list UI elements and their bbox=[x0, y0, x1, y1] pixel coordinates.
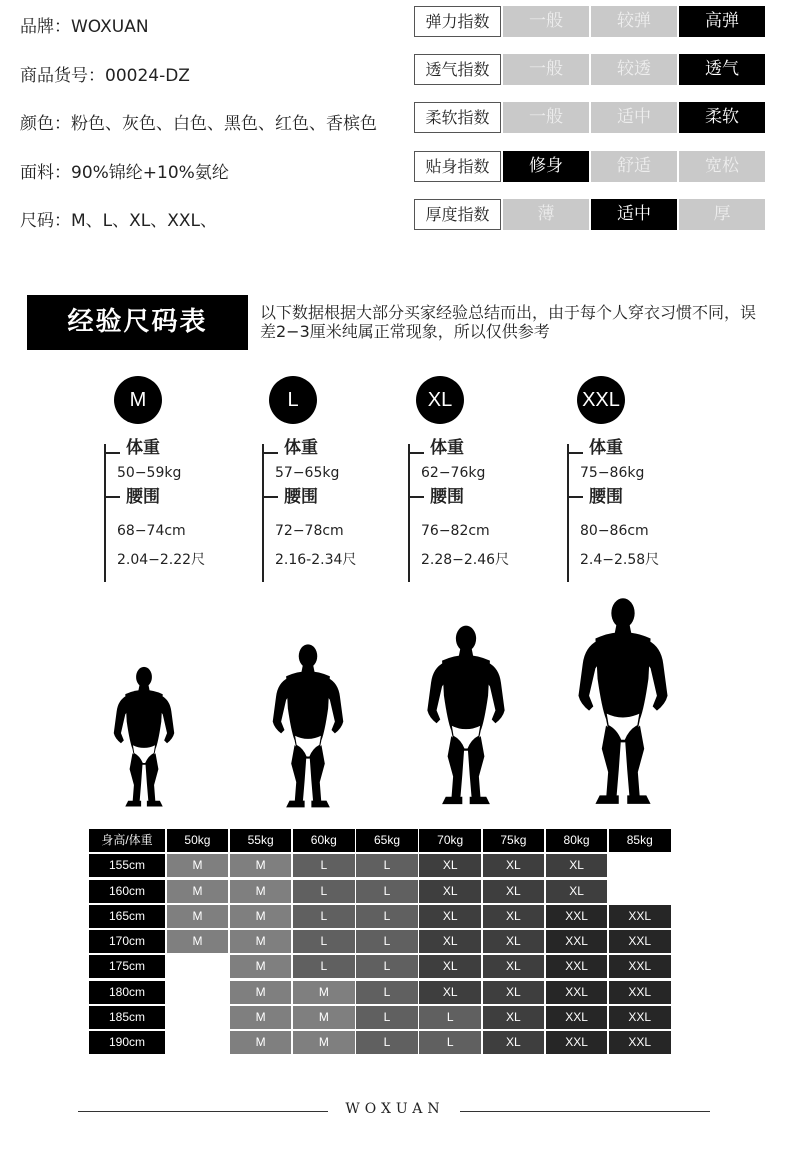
bracket-tick bbox=[567, 496, 583, 498]
table-cell: L bbox=[419, 1006, 481, 1029]
index-option: 修身 bbox=[503, 151, 589, 182]
size-badge: L bbox=[269, 376, 317, 424]
table-cell: XXL bbox=[546, 930, 608, 953]
table-cell: M bbox=[230, 955, 292, 978]
table-cell: L bbox=[419, 1031, 481, 1054]
index-label: 透气指数 bbox=[414, 54, 501, 85]
table-row-height: 155cm bbox=[89, 854, 165, 877]
table-cell: XL bbox=[483, 880, 545, 903]
table-cell: L bbox=[293, 955, 355, 978]
size-badge: XXL bbox=[577, 376, 625, 424]
table-cell: L bbox=[293, 905, 355, 928]
table-cell-empty bbox=[167, 1006, 229, 1029]
index-label: 弹力指数 bbox=[414, 6, 501, 37]
table-column-header: 70kg bbox=[419, 829, 481, 852]
index-option: 一般 bbox=[503, 6, 589, 37]
table-cell: L bbox=[356, 1006, 418, 1029]
table-column-header: 50kg bbox=[167, 829, 229, 852]
table-row bbox=[89, 880, 672, 905]
waist-heading: 腰围 bbox=[284, 487, 318, 507]
table-cell: XXL bbox=[546, 981, 608, 1004]
size-badge: XL bbox=[416, 376, 464, 424]
size-block-xxl bbox=[567, 376, 717, 586]
bracket-line bbox=[567, 444, 569, 582]
table-row-height: 180cm bbox=[89, 981, 165, 1004]
index-row bbox=[414, 102, 765, 133]
table-column-header: 75kg bbox=[483, 829, 545, 852]
index-option: 透气 bbox=[679, 54, 765, 85]
table-corner-label: 身高/体重 bbox=[89, 829, 165, 852]
waist-chi-value: 2.04−2.22尺 bbox=[117, 552, 206, 568]
table-cell: M bbox=[293, 1006, 355, 1029]
colors-line: 颜色：粉色、灰色、白色、黑色、红色、香槟色 bbox=[20, 114, 377, 134]
table-row bbox=[89, 981, 672, 1006]
brand-line: 品牌：WOXUAN bbox=[20, 17, 149, 37]
table-cell: M bbox=[230, 854, 292, 877]
item-number-line: 商品货号：00024-DZ bbox=[20, 65, 190, 86]
table-row-height: 160cm bbox=[89, 880, 165, 903]
bracket-tick bbox=[408, 452, 424, 454]
table-cell: M bbox=[230, 1031, 292, 1054]
index-option: 高弹 bbox=[679, 6, 765, 37]
index-option: 柔软 bbox=[679, 102, 765, 133]
index-option: 适中 bbox=[591, 199, 677, 230]
table-cell: M bbox=[230, 930, 292, 953]
fabric-line: 面料：90%锦纶+10%氨纶 bbox=[20, 162, 229, 183]
figure-l-silhouette bbox=[266, 640, 350, 810]
weight-value: 50−59kg bbox=[117, 465, 182, 481]
waist-cm-value: 68−74cm bbox=[117, 523, 186, 539]
table-row bbox=[89, 930, 672, 955]
table-cell-empty bbox=[167, 955, 229, 978]
weight-value: 57−65kg bbox=[275, 465, 340, 481]
table-cell: XL bbox=[419, 981, 481, 1004]
sizes-line: 尺码：M、L、XL、XXL、 bbox=[20, 211, 218, 231]
table-row bbox=[89, 1006, 672, 1031]
bracket-line bbox=[408, 444, 410, 582]
table-row-height: 175cm bbox=[89, 955, 165, 978]
index-label: 柔软指数 bbox=[414, 102, 501, 133]
index-row bbox=[414, 199, 765, 230]
table-cell: XXL bbox=[609, 955, 671, 978]
table-cell: L bbox=[356, 955, 418, 978]
index-option: 较透 bbox=[591, 54, 677, 85]
table-cell: M bbox=[293, 981, 355, 1004]
bracket-line bbox=[262, 444, 264, 582]
table-cell: XL bbox=[483, 955, 545, 978]
waist-heading: 腰围 bbox=[430, 487, 464, 507]
footer-brand: WOXUAN bbox=[345, 1101, 445, 1117]
table-cell: XL bbox=[546, 854, 608, 877]
size-block-xl bbox=[408, 376, 558, 586]
table-cell: M bbox=[167, 905, 229, 928]
product-info bbox=[20, 10, 377, 253]
weight-heading: 体重 bbox=[430, 438, 464, 458]
bracket-tick bbox=[408, 496, 424, 498]
table-row-height: 165cm bbox=[89, 905, 165, 928]
table-cell: XL bbox=[419, 854, 481, 877]
index-label: 贴身指数 bbox=[414, 151, 501, 182]
index-option: 较弹 bbox=[591, 6, 677, 37]
bracket-tick bbox=[262, 452, 278, 454]
table-cell: M bbox=[230, 905, 292, 928]
size-block-m bbox=[104, 376, 254, 586]
table-cell: L bbox=[293, 880, 355, 903]
index-grid bbox=[414, 6, 765, 247]
table-cell-empty bbox=[609, 854, 671, 877]
index-option: 厚 bbox=[679, 199, 765, 230]
waist-heading: 腰围 bbox=[589, 487, 623, 507]
table-cell: XXL bbox=[609, 930, 671, 953]
table-column-header: 85kg bbox=[609, 829, 671, 852]
bracket-tick bbox=[104, 452, 120, 454]
table-cell: XL bbox=[483, 905, 545, 928]
figure-m-silhouette bbox=[108, 662, 180, 810]
index-option: 薄 bbox=[503, 199, 589, 230]
waist-cm-value: 76−82cm bbox=[421, 523, 490, 539]
table-cell: L bbox=[356, 880, 418, 903]
table-cell: XXL bbox=[609, 1031, 671, 1054]
table-column-header: 65kg bbox=[356, 829, 418, 852]
table-cell: M bbox=[293, 1031, 355, 1054]
table-cell: XL bbox=[483, 981, 545, 1004]
table-cell: XL bbox=[483, 1031, 545, 1054]
waist-cm-value: 80−86cm bbox=[580, 523, 649, 539]
footer-line-left bbox=[78, 1111, 328, 1112]
table-column-header: 80kg bbox=[546, 829, 608, 852]
table-cell: XL bbox=[419, 930, 481, 953]
table-cell: L bbox=[356, 905, 418, 928]
weight-heading: 体重 bbox=[126, 438, 160, 458]
table-cell-empty bbox=[609, 880, 671, 903]
table-cell: XXL bbox=[609, 1006, 671, 1029]
index-option: 适中 bbox=[591, 102, 677, 133]
table-cell: L bbox=[293, 854, 355, 877]
table-cell: XL bbox=[483, 1006, 545, 1029]
size-badge: M bbox=[114, 376, 162, 424]
table-cell: L bbox=[356, 981, 418, 1004]
table-cell: XXL bbox=[546, 905, 608, 928]
table-cell: XL bbox=[546, 880, 608, 903]
table-cell: XXL bbox=[546, 1031, 608, 1054]
bracket-tick bbox=[567, 452, 583, 454]
table-column-header: 60kg bbox=[293, 829, 355, 852]
table-column-header: 55kg bbox=[230, 829, 292, 852]
index-option: 宽松 bbox=[679, 151, 765, 182]
weight-heading: 体重 bbox=[589, 438, 623, 458]
figure-xl-silhouette bbox=[420, 618, 512, 810]
figure-xxl-silhouette bbox=[570, 590, 676, 810]
waist-chi-value: 2.28−2.46尺 bbox=[421, 552, 510, 568]
table-cell-empty bbox=[167, 981, 229, 1004]
table-cell: XXL bbox=[546, 1006, 608, 1029]
index-row bbox=[414, 151, 765, 182]
table-cell: XL bbox=[419, 905, 481, 928]
table-cell: XXL bbox=[609, 905, 671, 928]
index-row bbox=[414, 6, 765, 37]
table-row bbox=[89, 1031, 672, 1056]
table-cell: XL bbox=[419, 880, 481, 903]
table-row-height: 170cm bbox=[89, 930, 165, 953]
waist-chi-value: 2.4−2.58尺 bbox=[580, 552, 660, 568]
table-cell: L bbox=[356, 1031, 418, 1054]
weight-value: 75−86kg bbox=[580, 465, 645, 481]
table-cell: XXL bbox=[546, 955, 608, 978]
bracket-line bbox=[104, 444, 106, 582]
table-cell: L bbox=[293, 930, 355, 953]
table-row bbox=[89, 854, 672, 879]
table-cell-empty bbox=[167, 1031, 229, 1054]
table-cell: L bbox=[356, 930, 418, 953]
index-label: 厚度指数 bbox=[414, 199, 501, 230]
table-cell: XL bbox=[483, 854, 545, 877]
size-table bbox=[89, 829, 672, 1057]
table-cell: M bbox=[167, 880, 229, 903]
table-header-row bbox=[89, 829, 672, 854]
table-cell: M bbox=[230, 1006, 292, 1029]
size-chart-title: 经验尺码表 bbox=[27, 295, 248, 350]
table-cell: XL bbox=[419, 955, 481, 978]
index-row bbox=[414, 54, 765, 85]
weight-heading: 体重 bbox=[284, 438, 318, 458]
table-cell: M bbox=[167, 854, 229, 877]
table-row bbox=[89, 955, 672, 980]
table-cell: XXL bbox=[609, 981, 671, 1004]
table-cell: M bbox=[230, 880, 292, 903]
waist-chi-value: 2.16-2.34尺 bbox=[275, 552, 357, 568]
index-option: 舒适 bbox=[591, 151, 677, 182]
table-row-height: 185cm bbox=[89, 1006, 165, 1029]
bracket-tick bbox=[104, 496, 120, 498]
table-row bbox=[89, 905, 672, 930]
size-block-l bbox=[262, 376, 412, 586]
index-option: 一般 bbox=[503, 54, 589, 85]
bracket-tick bbox=[262, 496, 278, 498]
waist-heading: 腰围 bbox=[126, 487, 160, 507]
weight-value: 62−76kg bbox=[421, 465, 486, 481]
index-option: 一般 bbox=[503, 102, 589, 133]
footer-line-right bbox=[460, 1111, 710, 1112]
table-cell: M bbox=[167, 930, 229, 953]
table-cell: M bbox=[230, 981, 292, 1004]
table-cell: L bbox=[356, 854, 418, 877]
waist-cm-value: 72−78cm bbox=[275, 523, 344, 539]
table-row-height: 190cm bbox=[89, 1031, 165, 1054]
table-cell: XL bbox=[483, 930, 545, 953]
size-chart-note: 以下数据根据大部分买家经验总结而出，由于每个人穿衣习惯不同，误差2−3厘米纯属正常现象，所以仅供参考 bbox=[260, 303, 757, 341]
